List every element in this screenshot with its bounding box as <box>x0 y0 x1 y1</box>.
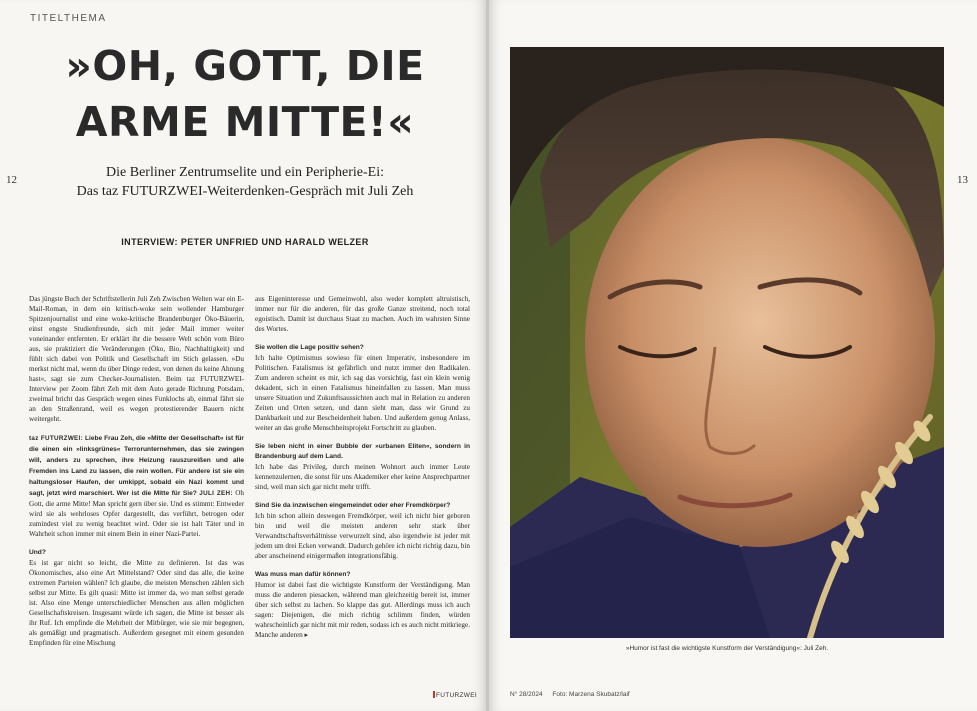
answer-2: Es ist gar nicht so leicht, die Mitte zu definieren. Ist das was Ökonomisches, also eine Art Mittelstand? Oder sind das alle, die keine extremen Parteien wählen? Ich glaube, die meisten Menschen zählen sich selbst zur Mitte. Es gilt quasi: Mitte ist immer da, wo man selbst gerade ist. Also eine Menge unterschiedlicher Menschen aus allen möglichen Gesellschaftskreisen. Insgesamt würde ich sagen, die Mitte ist besser als ihr Ruf. Ich empfinde die Mehrheit der Mitbürger, wie sie mir begegnen, als gemäßigt und pragmatisch. Außerdem gesegnet mit einem gesunden Empfinden für eine Mischung <box>29 559 244 647</box>
portrait-photo <box>510 47 944 638</box>
question-5: Sind Sie da inzwischen eingemeindet oder eher Fremdkörper? <box>255 502 451 509</box>
text-column-1 <box>29 294 244 657</box>
page-number-right: 13 <box>957 174 968 186</box>
question-6: Was muss man dafür können? <box>255 571 351 578</box>
photo-caption: »Humor ist fast die wichtigste Kunstform der Verständigung«: Juli Zeh. <box>625 645 829 652</box>
answer-3: Ich halte Optimismus sowieso für einen Imperativ, insbesondere im Politischen. Fatalismus ist gefährlich und nutzt immer den Radikalen. Zum anderen scheint es mir, ich sag das vorsichtig, fast ein klein wenig dekadent, sich in einen Fatalismus hineinfallen zu lassen. Man muss unsere Situation und Zukunftsaussichten auch mal in Relation zu anderen Zeiten und Orten setzen, und dann sieht man, dass wir Grund zu Dankbarkeit und zur Bescheidenheit haben. Und außerdem genug Anlass, weiter an das große Menschheitsprojekt Fortschritt zu glauben. <box>255 354 470 432</box>
answer-4: Ich habe das Privileg, durch meinen Wohnort auch immer Leute kennenzulernen, die sonst für uns Akademiker eher keine Ansprechpartner sind, weil man sich gar nicht mehr trifft. <box>255 463 470 491</box>
headline-line-2: ARME MITTE!« <box>75 98 415 146</box>
question-1: Liebe Frau Zeh, die »Mitte der Gesellschaft« ist für die einen ein »linksgrünes« Terrorunternehmen, das sie zwingen will, anders zu sprechen, ihre Heizung rauszureißen und alle Fremden ins Land zu lassen, die rein wollen. Für andere ist sie ein haltungsloser Haufen, der umkippt, sobald ein Nazi kommt und sagt, jetzt wird marschiert. Wer ist die Mitte für Sie? <box>29 435 244 497</box>
brand-mark-icon <box>433 691 435 698</box>
question-block-5 <box>255 501 470 561</box>
question-2: Und? <box>29 549 46 556</box>
subtitle-line-1: Die Berliner Zentrumselite und ein Peripherie-Ei: <box>106 165 384 180</box>
question-block-1 <box>29 433 244 539</box>
subtitle-line-2: Das taz FUTURZWEI-Weiterdenken-Gespräch mit Juli Zeh <box>76 184 414 199</box>
speaker-zeh: JULI ZEH: <box>199 490 233 497</box>
answer-1: Oh Gott, die arme Mitte! Man spricht gern über sie. Und es stimmt: Entweder wird sie als wehrloses Opfer dargestellt, das verführt, betrogen oder zumindest viel zu wenig beachtet wird. Oder sie ist halt Täter und in Wahrheit schon immer mit einem Bein in einer Nazi-Partei. <box>29 489 245 538</box>
right-page <box>489 0 977 711</box>
issue-number: N° 28/2024 <box>510 691 543 698</box>
speaker-taz: taz FUTURZWEI: <box>29 435 84 442</box>
question-block-3 <box>255 343 470 433</box>
question-block-6 <box>255 570 470 640</box>
section-label: TITELTHEMA <box>30 13 107 24</box>
text-column-2 <box>255 294 470 649</box>
right-footer <box>510 691 638 698</box>
photo-credit: Foto: Marzena Skubatz/laif <box>552 691 630 698</box>
portrait-illustration <box>510 47 944 638</box>
question-block-4 <box>255 442 470 492</box>
left-footer <box>433 691 477 699</box>
answer-6: Humor ist dabei fast die wichtigste Kunstform der Verständigung. Man muss die anderen piesacken, während man gleichzeitig bereit ist, immer über sich selbst zu lachen. So klappe das gut. Allerdings muss ich auch sagen: Diejenigen, die mich richtig schlimm finden, würden wahrscheinlich gar nicht mit mir reden, sodass ich es auch nicht mitkriege. Manche anderen ▸ <box>255 581 470 639</box>
headline-line-1: »OH, GOTT, DIE <box>65 42 425 90</box>
question-3: Sie wollen die Lage positiv sehen? <box>255 344 364 351</box>
question-4: Sie leben nicht in einer Bubble der »urbanen Eliten«, sondern in Brandenburg auf dem Land. <box>255 443 470 460</box>
continuation-paragraph: aus Eigeninteresse und Gemeinwohl, also weder komplett altruistisch, immer nur für die anderen, für das große Ganze streitend, noch total egoistisch. Damit ist durchaus Staat zu machen. Auch im wahrsten Sinne des Wortes. <box>255 295 470 333</box>
left-page <box>0 0 486 711</box>
answer-5: Ich bin schon allein deswegen Fremdkörper, weil ich nicht hier geboren bin und weil die meisten anderen sehr stark über Verwandtschaftsverhältnisse verwurzelt sind, also irgendwie ist jeder mit jedem um drei Ecken verwandt. Dadurch gehöre ich nicht richtig dazu, bin aber anscheinend einigermaßen integrationsfähig. <box>255 512 470 560</box>
byline: INTERVIEW: PETER UNFRIED UND HARALD WELZER <box>121 237 369 247</box>
intro-paragraph: Das jüngste Buch der Schriftstellerin Juli Zeh Zwischen Welten war ein E-Mail-Roman, in dem ein kritisch-woke sein wollender Hamburger Spitzenjournalist und eine woke-kritische Brandenburger Öko-Bäuerin, einst engste Studienfreunde, sich mit jeder Mail immer weiter voneinander entfernten. Er erklärt ihr die bessere Welt schön vom Büro aus, sie praktiziert die Veränderungen (Öko, Bio, Nachhaltigkeit) und fühlt sich dabei von Politik und Gesellschaft im Stich gelassen. »Du merkst nicht mal, wenn du über Dinge redest, von denen du keine Ahnung hast«, sagt sie zum Checker-Journalisten. Beim taz FUTURZWEI-Interview per Zoom fährt Zeh mit dem Auto gerade Richtung Potsdam, zweimal bricht das Gespräch wegen eines Funklochs ab, einmal fährt sie an den Straßenrand, weil es wegen protestierender Bauern nicht weitergeht. <box>29 295 244 423</box>
footer-brand: FUTURZWEI <box>436 692 477 699</box>
page-number-left: 12 <box>6 174 17 186</box>
question-block-2 <box>29 548 244 648</box>
